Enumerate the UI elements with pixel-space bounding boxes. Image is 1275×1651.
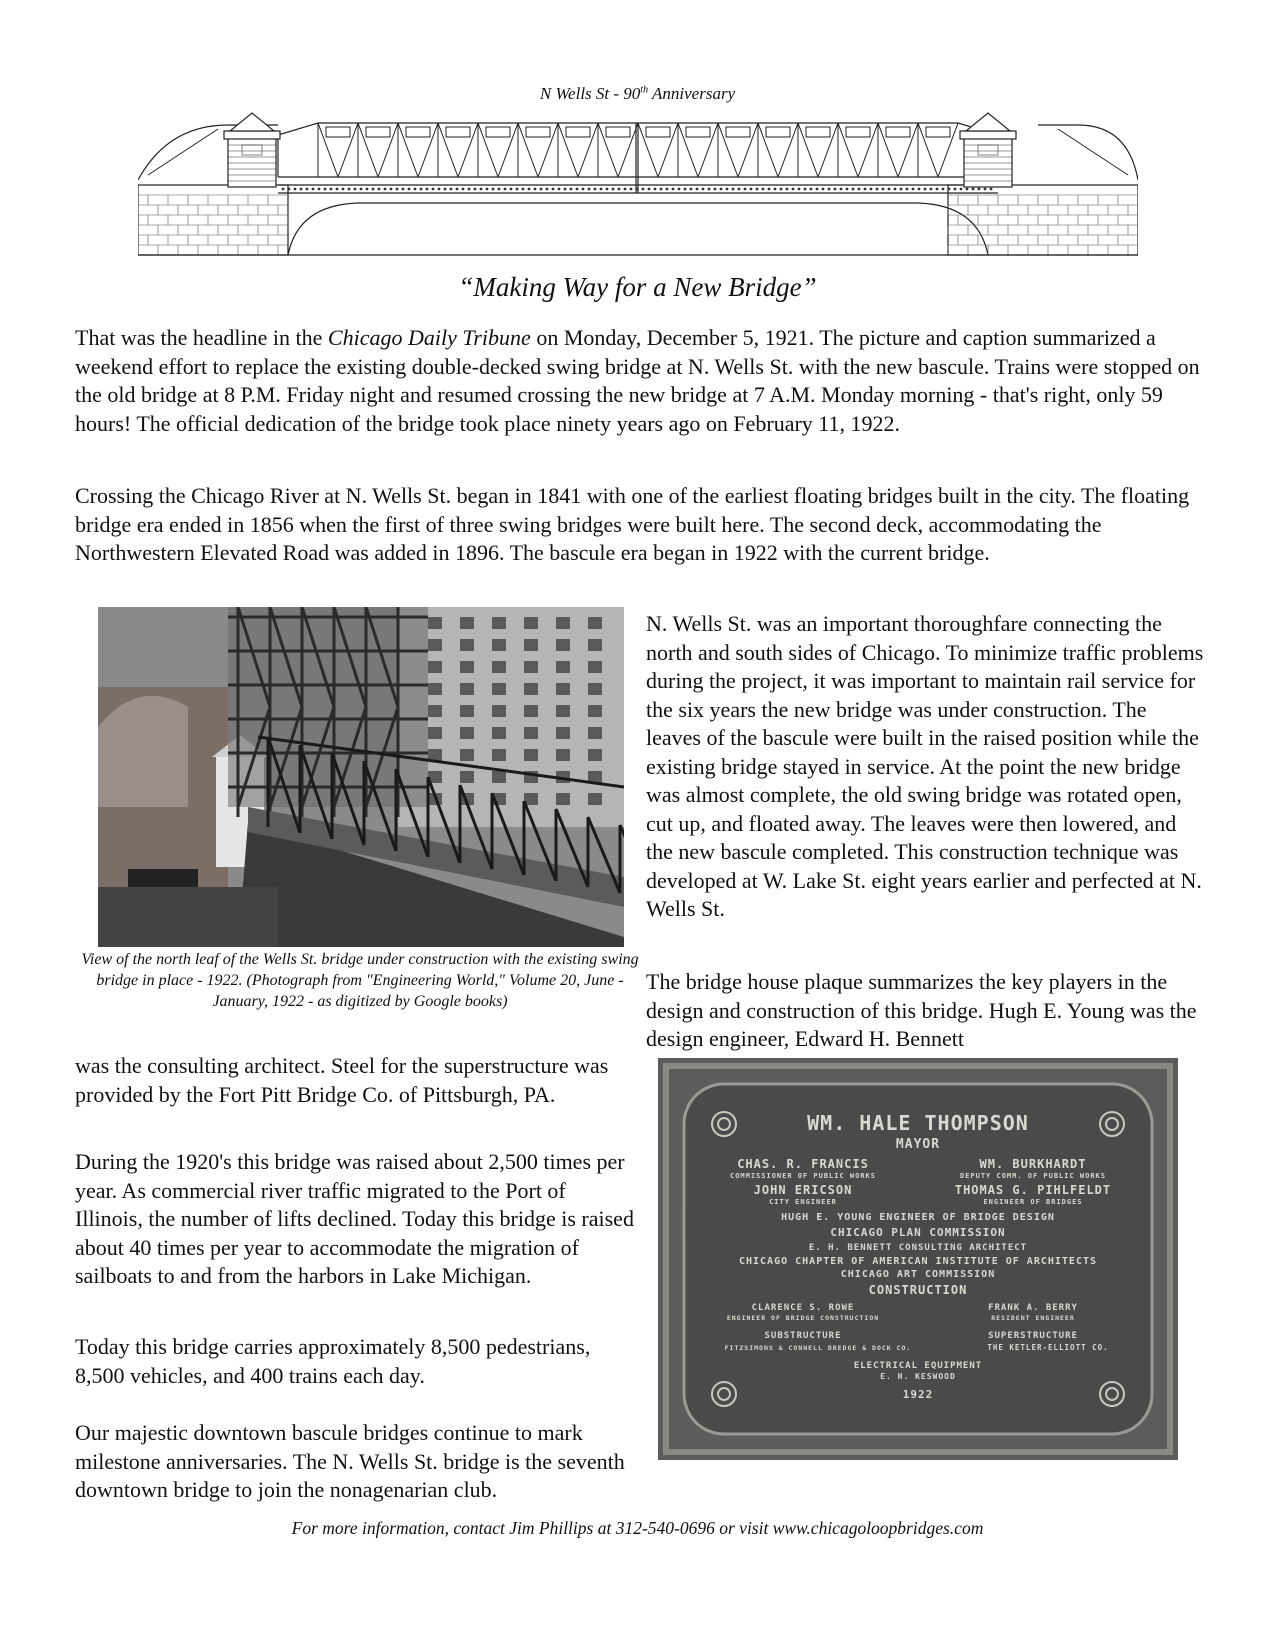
- plaque-young: HUGH E. YOUNG ENGINEER OF BRIDGE DESIGN: [781, 1212, 1055, 1223]
- plaque-plan: CHICAGO PLAN COMMISSION: [830, 1226, 1006, 1239]
- plaque-super-firm: THE KETLER-ELLIOTT CO.: [987, 1343, 1109, 1352]
- plaque-right1-name: WM. BURKHARDT: [979, 1157, 1087, 1171]
- plaque-left3-role: ENGINEER OF BRIDGE CONSTRUCTION: [726, 1314, 880, 1322]
- paragraph-plaque-intro: The bridge house plaque summarizes the key players in the design and construction of this bridge. Hugh E. Young was the design engineer, Edward H. Bennett: [646, 969, 1197, 1051]
- plaque-right3-name: FRANK A. BERRY: [988, 1303, 1078, 1313]
- plaque-right1-role: DEPUTY COMM. OF PUBLIC WORKS: [959, 1172, 1107, 1180]
- plaque-year: 1922: [902, 1388, 934, 1401]
- header-title: N Wells St - 90th Anniversary: [539, 84, 736, 103]
- bridge-house-plaque: [658, 1058, 1178, 1460]
- footer-contact: For more information, contact Jim Phillips at 312-540-0696 or visit www.chicagoloopbridges.com: [291, 1518, 984, 1538]
- paragraph-traffic: Today this bridge carries approximately 8,500 pedestrians, 8,500 vehicles, and 400 trains each day.: [75, 1334, 591, 1388]
- paragraph-architect: was the consulting architect. Steel for the superstructure was provided by the Fort Pitt Bridge Co. of Pittsburgh, PA.: [75, 1053, 609, 1107]
- paragraph-history: Crossing the Chicago River at N. Wells St. began in 1841 with one of the earliest floating bridges built in the city. The floating bridge era ended in 1856 when the first of three swing bridges were built here. The second deck, accommodating the Northwestern Elevated Road was added in 1896. The bascule era began in 1922 with the current bridge.: [75, 483, 1190, 565]
- plaque-aia: CHICAGO CHAPTER OF AMERICAN INSTITUTE OF ARCHITECTS: [738, 1256, 1098, 1267]
- plaque-left1-name: CHAS. R. FRANCIS: [737, 1157, 869, 1171]
- headline: “Making Way for a New Bridge”: [458, 272, 817, 302]
- plaque-left2-role: CITY ENGINEER: [769, 1198, 837, 1206]
- plaque-elec-firm: E. H. KESWOOD: [880, 1372, 956, 1381]
- photo-caption: View of the north leaf of the Wells St. bridge under construction with the existing swing bridge in place - 1922. (Photograph from "Engineering World," Volume 20, June - January, 1922 - as digitized by Google books): [81, 951, 639, 1010]
- paragraph-intro: That was the headline in the Chicago Daily Tribune on Monday, December 5, 1921. The picture and caption summarized a weekend effort to replace the existing double-decked swing bridge at N. Wells St. with the new bascule. Trains were stopped on the old bridge at 8 P.M. Friday night and resumed crossing the new bridge at 7 A.M. Monday morning - that's right, only 59 hours! The official dedication of the bridge took place ninety years ago on February 11, 1922.: [75, 325, 1200, 436]
- paragraph-construction: N. Wells St. was an important thoroughfare connecting the north and south sides of Chicago. To minimize traffic problems during the project, it was important to maintain rail service for the six years the new bridge was under construction. The leaves of the bascule were built in the raised position while the existing bridge stayed in service. At the point the new bridge was almost complete, the old swing bridge was rotated open, cut up, and floated away. The leaves were then lowered, and the new bascule completed. This construction technique was developed at W. Lake St. eight years earlier and perfected at N. Wells St.: [646, 611, 1204, 921]
- plaque-art: CHICAGO ART COMMISSION: [840, 1269, 996, 1280]
- plaque-left1-role: COMMISSIONER OF PUBLIC WORKS: [729, 1172, 877, 1180]
- plaque-sub-label: SUBSTRUCTURE: [764, 1331, 842, 1341]
- plaque-super-label: SUPERSTRUCTURE: [988, 1331, 1078, 1341]
- plaque-construction: CONSTRUCTION: [868, 1283, 968, 1297]
- plaque-elec: ELECTRICAL EQUIPMENT: [853, 1361, 983, 1371]
- plaque-left3-name: CLARENCE S. ROWE: [751, 1303, 855, 1313]
- bridge-drawing: [138, 105, 1138, 257]
- plaque-bennett: E. H. BENNETT CONSULTING ARCHITECT: [808, 1243, 1028, 1253]
- plaque-right2-name: THOMAS G. PIHLFELDT: [954, 1183, 1112, 1197]
- plaque-sub-firm: FITZSIMONS & CONNELL DREDGE & DOCK CO.: [724, 1344, 912, 1352]
- plaque-mayor-name: WM. HALE THOMPSON: [807, 1111, 1029, 1135]
- plaque-mayor-title: MAYOR: [895, 1137, 941, 1152]
- paragraph-lifts: During the 1920's this bridge was raised about 2,500 times per year. As commercial river traffic migrated to the Port of Illinois, the number of lifts declined. Today this bridge is raised about 40 times per year to accommodate the migration of sailboats to and from the harbors in Lake Michigan.: [75, 1149, 634, 1288]
- paragraph-anniversaries: Our majestic downtown bascule bridges continue to mark milestone anniversaries. The N. Wells St. bridge is the seventh downtown bridge to join the nonagenarian club.: [75, 1420, 625, 1502]
- construction-photo: [98, 607, 624, 947]
- plaque-left2-name: JOHN ERICSON: [753, 1183, 853, 1197]
- plaque-right2-role: ENGINEER OF BRIDGES: [983, 1198, 1083, 1206]
- plaque-right3-role: RESIDENT ENGINEER: [991, 1314, 1075, 1322]
